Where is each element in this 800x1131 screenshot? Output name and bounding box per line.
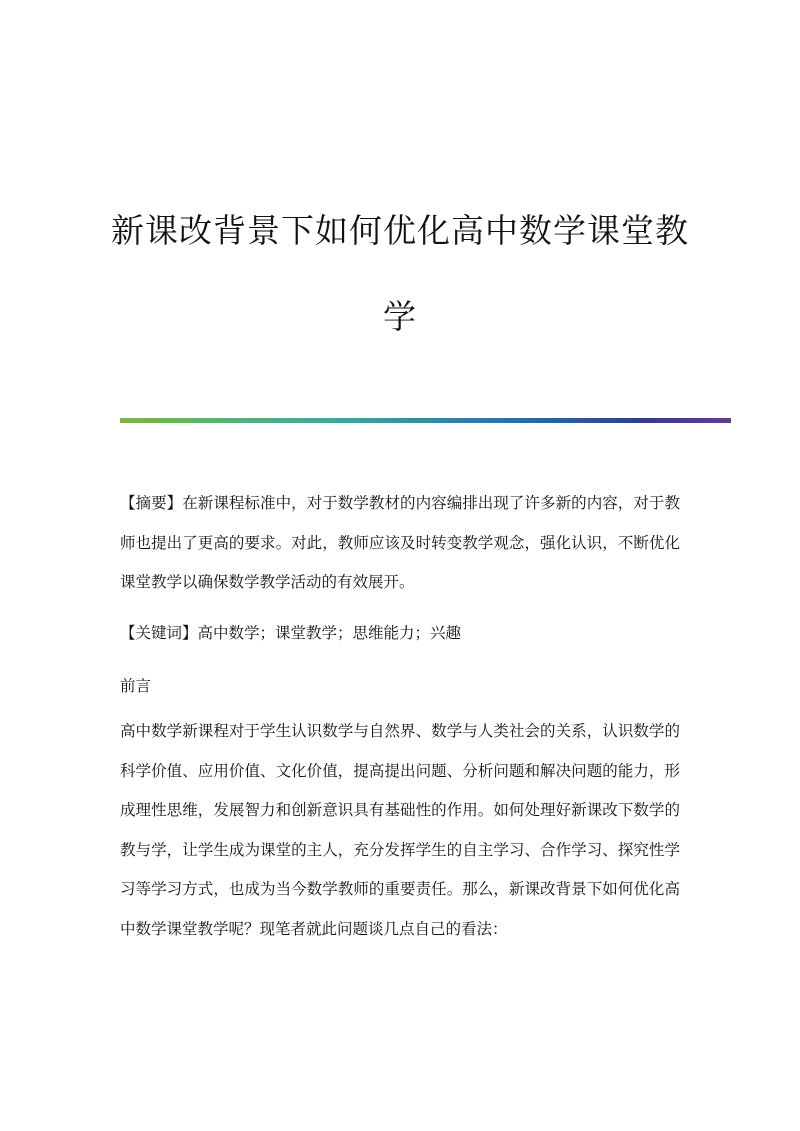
preface-heading: 前言 [120, 677, 152, 695]
document-title [110, 188, 690, 360]
keywords-label: 【关键词】 [120, 624, 198, 642]
intro-section [120, 712, 680, 949]
intro-paragraph: 高中数学新课程对于学生认识数学与自然界、数学与人类社会的关系，认识数学的科学价值、应用价值、文化价值，提高提出问题、分析问题和解决问题的能力，形成理性思维，发展智力和创新意识具有基础性的作用。如何处理好新课改下数学的教与学，让学生成为课堂的主人，充分发挥学生的自主学习、合作学习、探究性学习等学习方式，也成为当今数学教师的重要责任。那么，新课改背景下如何优化高中数学课堂教学呢？现笔者就此问题谈几点自己的看法： [120, 722, 680, 938]
abstract-paragraph [120, 484, 680, 603]
abstract-text: 在新课程标准中，对于数学教材的内容编排出现了许多新的内容，对于教师也提出了更高的要求。对此，教师应该及时转变教学观念，强化认识，不断优化课堂教学以确保数学教学活动的有效展开。 [120, 494, 680, 591]
keywords-section [120, 614, 680, 654]
title-divider [120, 418, 731, 423]
title-line-1: 新课改背景下如何优化高中数学课堂教 [111, 211, 689, 250]
title-line-2: 学 [383, 297, 417, 336]
abstract-section [120, 484, 680, 603]
abstract-label: 【摘要】 [120, 494, 183, 512]
keywords-text: 高中数学；课堂教学；思维能力；兴趣 [197, 624, 462, 642]
